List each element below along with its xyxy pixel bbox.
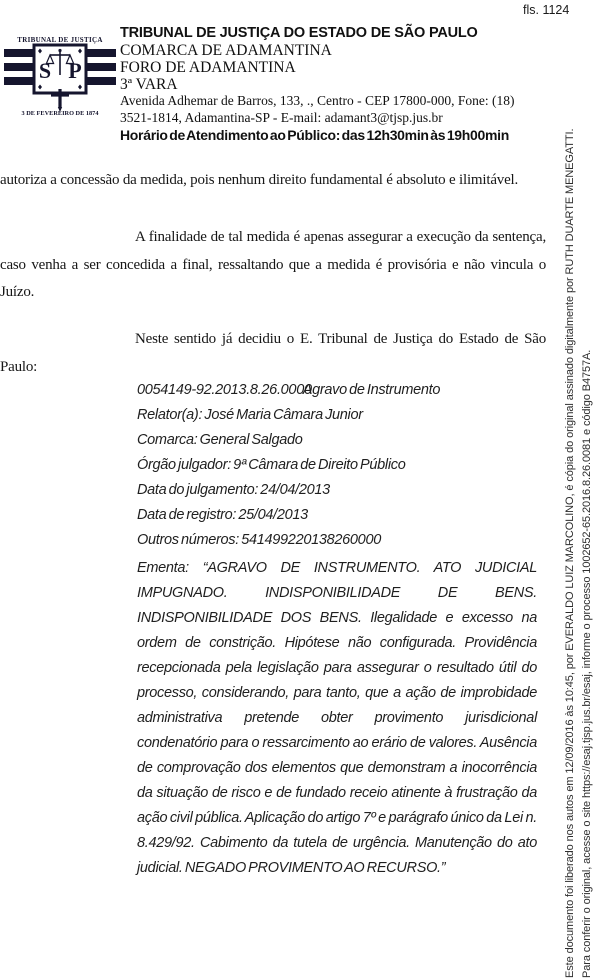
court-name: TRIBUNAL DE JUSTIÇA DO ESTADO DE SÃO PAULO xyxy=(120,25,478,41)
court-header xyxy=(120,25,565,144)
case-number: 0054149-92.2013.8.26.0000 xyxy=(137,382,312,398)
logo-initial-p: P xyxy=(68,58,82,83)
relator-line: Relator(a): José Maria Câmara Junior xyxy=(137,407,363,423)
vara-line: 3ª VARA xyxy=(120,76,178,93)
address-line-1: Avenida Adhemar de Barros, 133, ., Centro - CEP 17800-000, Fone: (18) xyxy=(120,93,515,108)
signature-stamp-line-2: Para conferir o original, acesse o site https://esaj.tjsp.jus.br/esaj, informe o processo 1002652-65.2016.8.26.0081 e código B4757A. xyxy=(581,349,593,978)
orgao-julgador-line: Órgão julgador: 9ª Câmara de Direito Público xyxy=(137,457,406,473)
comarca-line: COMARCA DE ADAMANTINA xyxy=(120,42,332,59)
service-hours: Horário de Atendimento ao Público: das 12h30min às 19h00min xyxy=(120,127,510,143)
registro-date-line: Data de registro: 25/04/2013 xyxy=(137,507,308,523)
case-citation-block xyxy=(137,378,537,881)
body-paragraph-3: Neste sentido já decidiu o E. Tribunal de Justiça do Estado de São Paulo: xyxy=(0,331,546,375)
logo-bottom-text: 3 DE FEVEREIRO DE 1874 xyxy=(21,110,99,117)
outros-numeros-line: Outros números: 541499220138260000 xyxy=(137,532,381,548)
comarca-line: Comarca: General Salgado xyxy=(137,432,303,448)
logo-top-text: TRIBUNAL DE JUSTIÇA xyxy=(17,36,103,44)
tjsp-seal-icon xyxy=(4,33,116,117)
tjsp-logo xyxy=(4,33,116,117)
folio-number: fls. 1124 xyxy=(523,3,570,17)
address-line-2: 3521-1814, Adamantina-SP - E-mail: adamant3@tjsp.jus.br xyxy=(120,110,443,125)
case-number-line xyxy=(137,378,537,403)
body-paragraph-2: A finalidade de tal medida é apenas assegurar a execução da sentença, caso venha a ser concedida a final, ressaltando que a medida é provisória e não vincula o Juízo. xyxy=(0,229,546,300)
foro-line: FORO DE ADAMANTINA xyxy=(120,59,296,76)
signature-stamp-line-1: Este documento foi liberado nos autos em 12/09/2016 às 10:45, por EVERALDO LUIZ MARCOLINO, é cópia do original assinado digitalmente por RUTH DUARTE MENEGATTI. xyxy=(564,128,576,978)
ementa-text: Ementa: “AGRAVO DE INSTRUMENTO. ATO JUDICIAL IMPUGNADO. INDISPONIBILIDADE DE BENS. INDISPONIBILIDADE DOS BENS. Ilegalidade e excesso na ordem de constrição. Hipótese não configurada. Providência recepcionada pela legislação para assegurar o resultado útil do processo, considerando, para tanto, que a ação de improbidade administrativa pretende obter provimento jurisdicional condenatório para o ressarcimento ao erário de valores. Ausência de comprovação dos elementos que demonstram a inocorrência da situação de risco e de fundado receio atinente à frustração da ação civil pública. Aplicação do artigo 7º e parágrafo único da Lei n. 8.429/92. Cabimento da tutela de urgência. Manutenção do ato judicial. NEGADO PROVIMENTO AO RECURSO.” xyxy=(137,560,537,876)
logo-initial-s: S xyxy=(38,58,52,83)
julgamento-date-line: Data do julgamento: 24/04/2013 xyxy=(137,482,330,498)
body-paragraph-1: autoriza a concessão da medida, pois nenhum direito fundamental é absoluto e ilimitável. xyxy=(0,172,519,188)
case-type: Agravo de Instrumento xyxy=(302,382,441,398)
